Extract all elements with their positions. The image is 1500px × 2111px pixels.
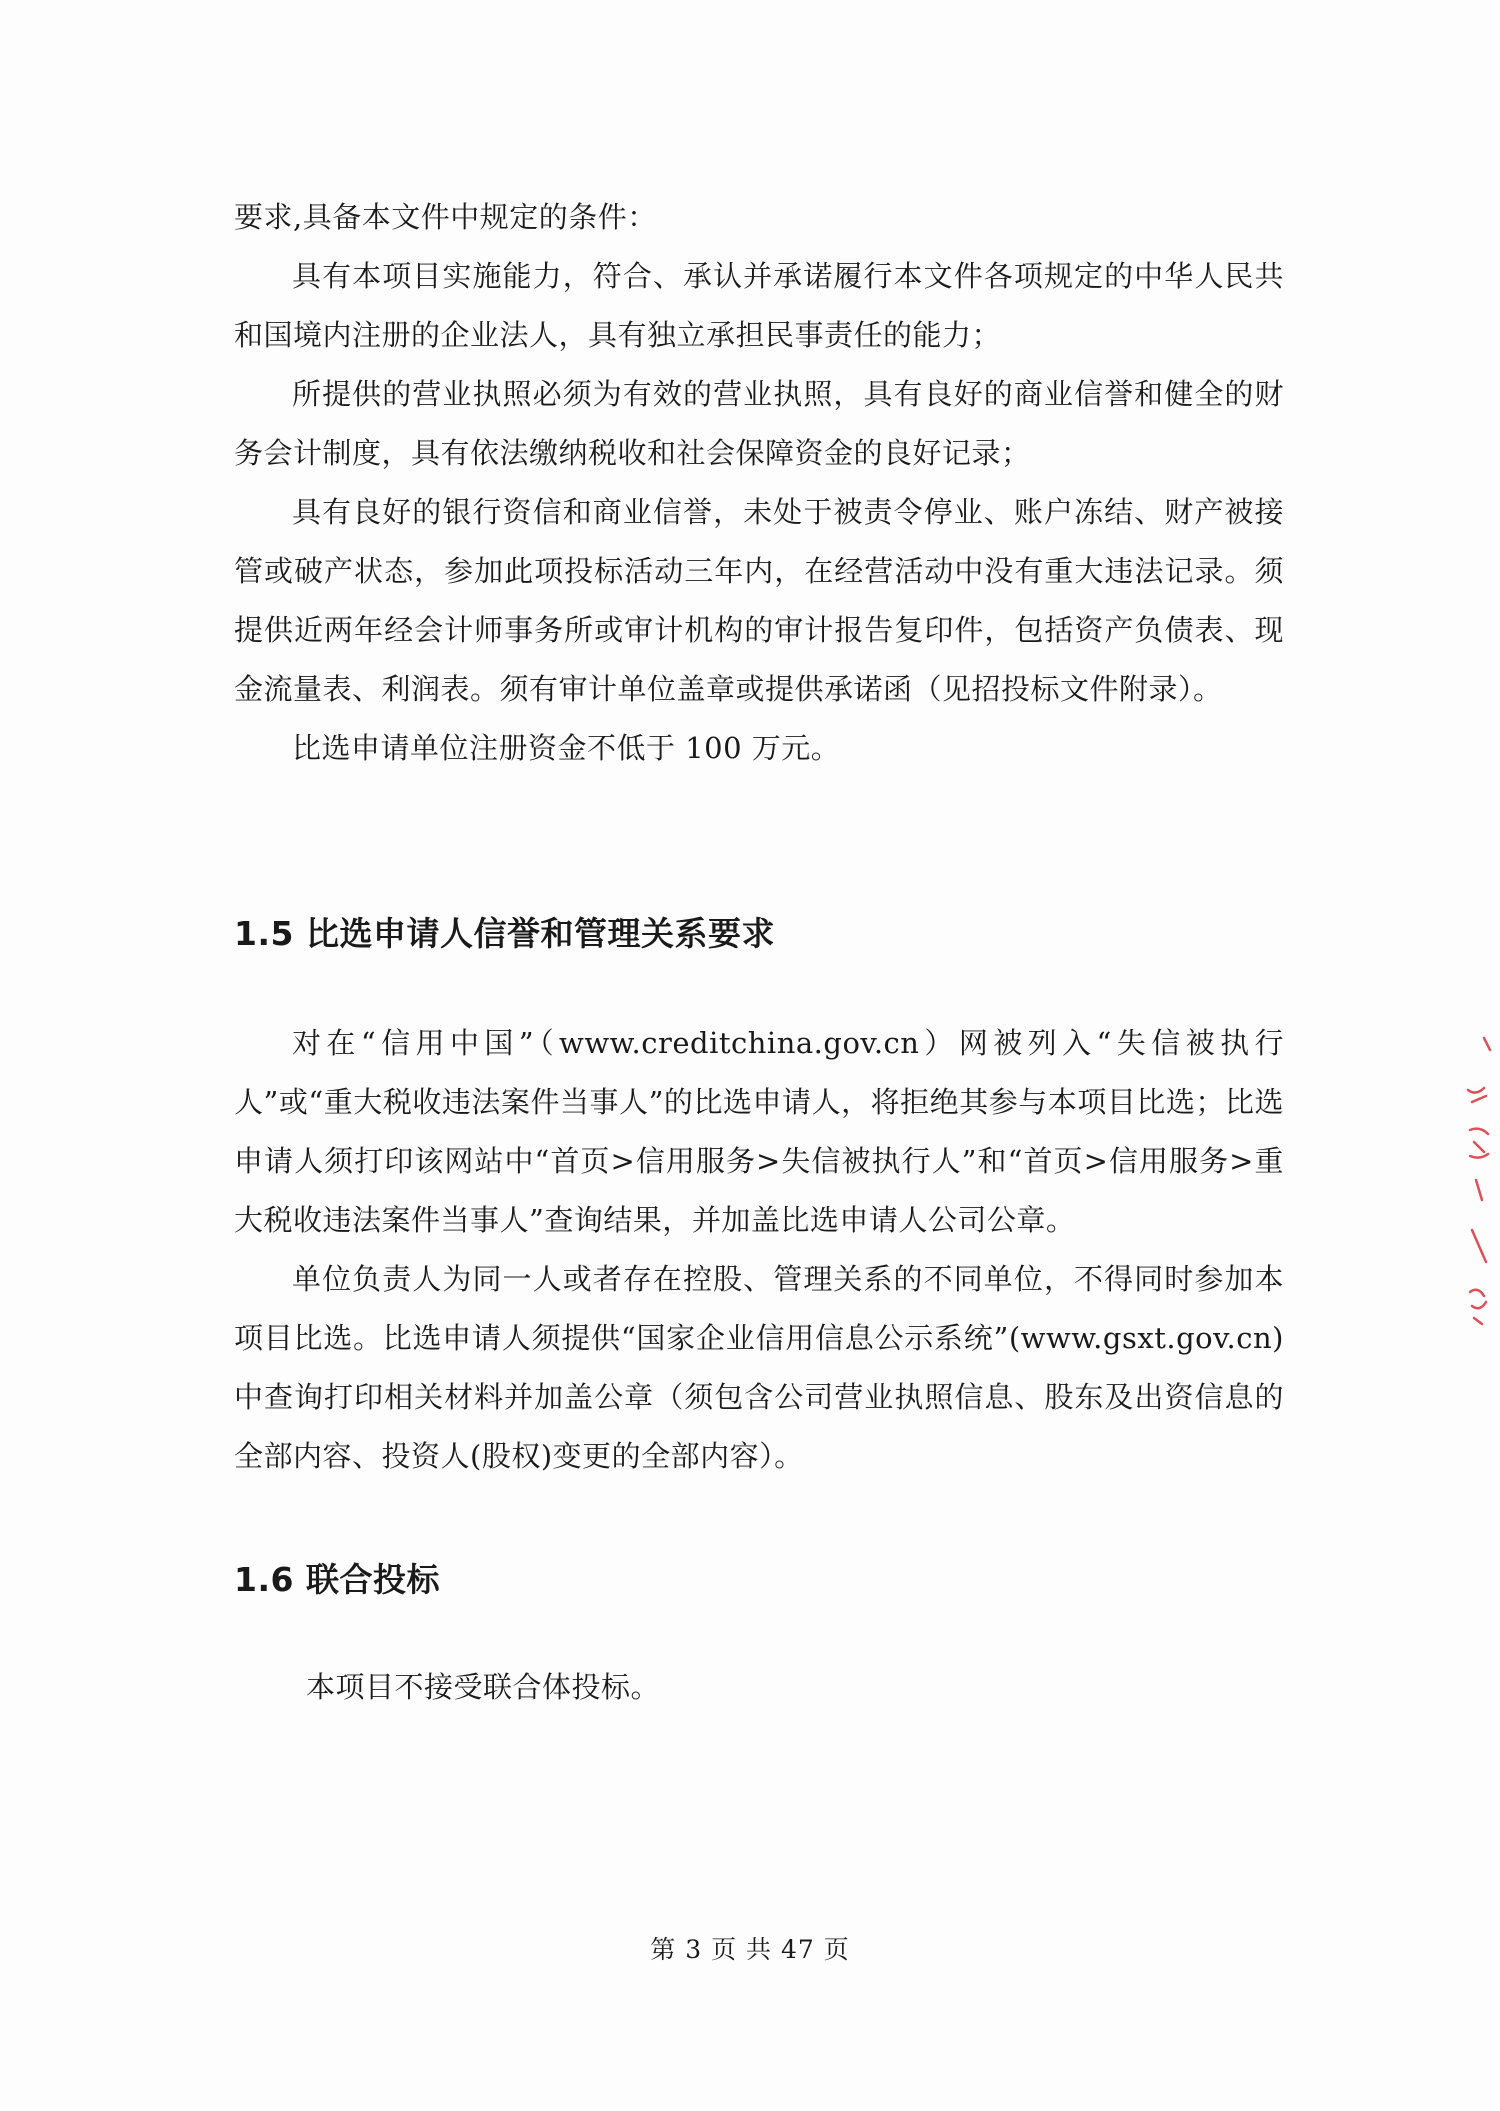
paragraph-registered-capital: 比选申请单位注册资金不低于 100 万元。 xyxy=(292,731,841,765)
seal-stamp-fragment xyxy=(1462,1030,1498,1330)
paragraph-credit-china: 对在“信用中国”（www.creditchina.gov.cn）网被列入“失信被执行人”或“重大税收违法案件当事人”的比选申请人，将拒绝其参与本项目比选；比选申请人须打印该网站中“首页>信用服务>失信被执行人”和“首页>信用服务>重大税收违法案件当事人”查询结果，并加盖比选申请人公司公章。 xyxy=(234,1026,1284,1237)
paragraph-joint-bidding: 本项目不接受联合体投标。 xyxy=(306,1670,661,1704)
paragraph-capability: 具有本项目实施能力，符合、承认并承诺履行本文件各项规定的中华人民共和国境内注册的企业法人，具有独立承担民事责任的能力； xyxy=(234,259,1284,352)
paragraph-requirements-intro: 要求,具备本文件中规定的条件： xyxy=(234,200,657,234)
paragraph-bank-credit: 具有良好的银行资信和商业信誉，未处于被责令停业、账户冻结、财产被接管或破产状态，参加此项投标活动三年内，在经营活动中没有重大违法记录。须提供近两年经会计师事务所或审计机构的审计报告复印件，包括资产负债表、现金流量表、利润表。须有审计单位盖章或提供承诺函（见招投标文件附录）。 xyxy=(234,495,1284,706)
page-number-footer: 第 3 页 共 47 页 xyxy=(650,1935,850,1964)
section-heading-1-6: 1.6 联合投标 xyxy=(234,1560,440,1599)
paragraph-business-license: 所提供的营业执照必须为有效的营业执照，具有良好的商业信誉和健全的财务会计制度，具有依法缴纳税收和社会保障资金的良好记录； xyxy=(234,377,1284,470)
document-body xyxy=(234,188,1284,1717)
paragraph-management-relation: 单位负责人为同一人或者存在控股、管理关系的不同单位，不得同时参加本项目比选。比选申请人须提供“国家企业信用信息公示系统”(www.gsxt.gov.cn)中查询打印相关材料并加盖公章（须包含公司营业执照信息、股东及出资信息的全部内容、投资人(股权)变更的全部内容）。 xyxy=(234,1262,1284,1473)
section-heading-1-5: 1.5 比选申请人信誉和管理关系要求 xyxy=(234,914,775,953)
